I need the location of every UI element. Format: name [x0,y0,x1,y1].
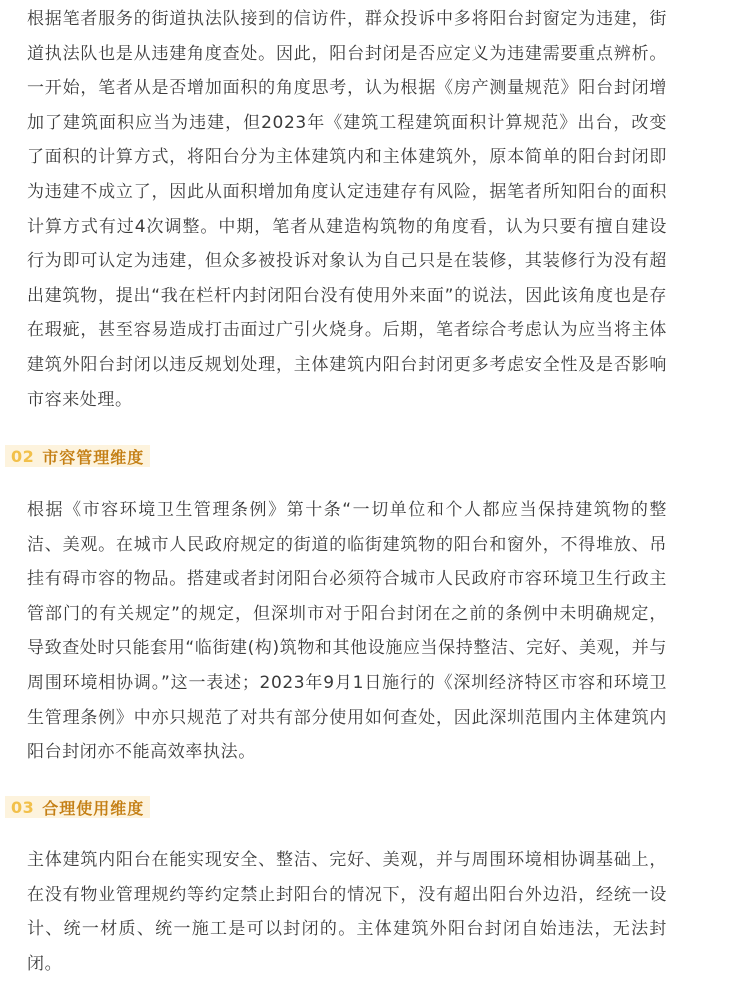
section-title: 市容管理维度 [42,447,145,467]
section-title: 合理使用维度 [42,798,145,818]
section-number: 02 [11,446,35,466]
paragraph-cityscape-regulation: 根据《市容环境卫生管理条例》第十条“一切单位和个人都应当保持建筑物的整洁、美观。在城市人民政府规定的街道的临街建筑物的阳台和窗外，不得堆放、吊挂有碍市容的物品。搭建或者封闭阳台必须符合城市人民政府市容环境卫生行政主管部门的有关规定”的规定，但深圳市对于阳台封闭在之前的条例中未明确规定，导致查处时只能套用“临街建(构)筑物和其他设施应当保持整洁、完好、美观，并与周围环境相协调。”这一表述；2023年9月1日施行的《深圳经济特区市容和环境卫生管理条例》中亦只规范了对共有部分使用如何查处，因此深圳范围内主体建筑内阳台封闭亦不能高效率执法。 [27,500,667,763]
section-heading-reasonable-use [5,796,150,818]
section-heading-cityscape-management [5,445,150,467]
paragraph-reasonable-use: 主体建筑内阳台在能实现安全、整洁、完好、美观，并与周围环境相协调基础上，在没有物业管理规约等约定禁止封阳台的情况下，没有超出阳台外边沿，经统一设计、统一材质、统一施工是可以封闭的。主体建筑外阳台封闭自始违法，无法封闭。 [27,850,667,974]
paragraph-balcony-enclosure-analysis: 根据笔者服务的街道执法队接到的信访件，群众投诉中多将阳台封窗定为违建，街道执法队也是从违建角度查处。因此，阳台封闭是否应定义为违建需要重点辨析。一开始，笔者从是否增加面积的角度思考，认为根据《房产测量规范》阳台封闭增加了建筑面积应当为违建，但2023年《建筑工程建筑面积计算规范》出台，改变了面积的计算方式，将阳台分为主体建筑内和主体建筑外，原本简单的阳台封闭即为违建不成立了，因此从面积增加角度认定违建存有风险，据笔者所知阳台的面积计算方式有过4次调整。中期，笔者从建造构筑物的角度看，认为只要有擅自建设行为即可认定为违建，但众多被投诉对象认为自己只是在装修，其装修行为没有超出建筑物，提出“我在栏杆内封闭阳台没有使用外来面”的说法，因此该角度也是存在瑕疵，甚至容易造成打击面过广引火烧身。后期，笔者综合考虑认为应当将主体建筑外阳台封闭以违反规划处理，主体建筑内阳台封闭更多考虑安全性及是否影响市容来处理。 [27,9,667,410]
section-number: 03 [11,797,35,817]
